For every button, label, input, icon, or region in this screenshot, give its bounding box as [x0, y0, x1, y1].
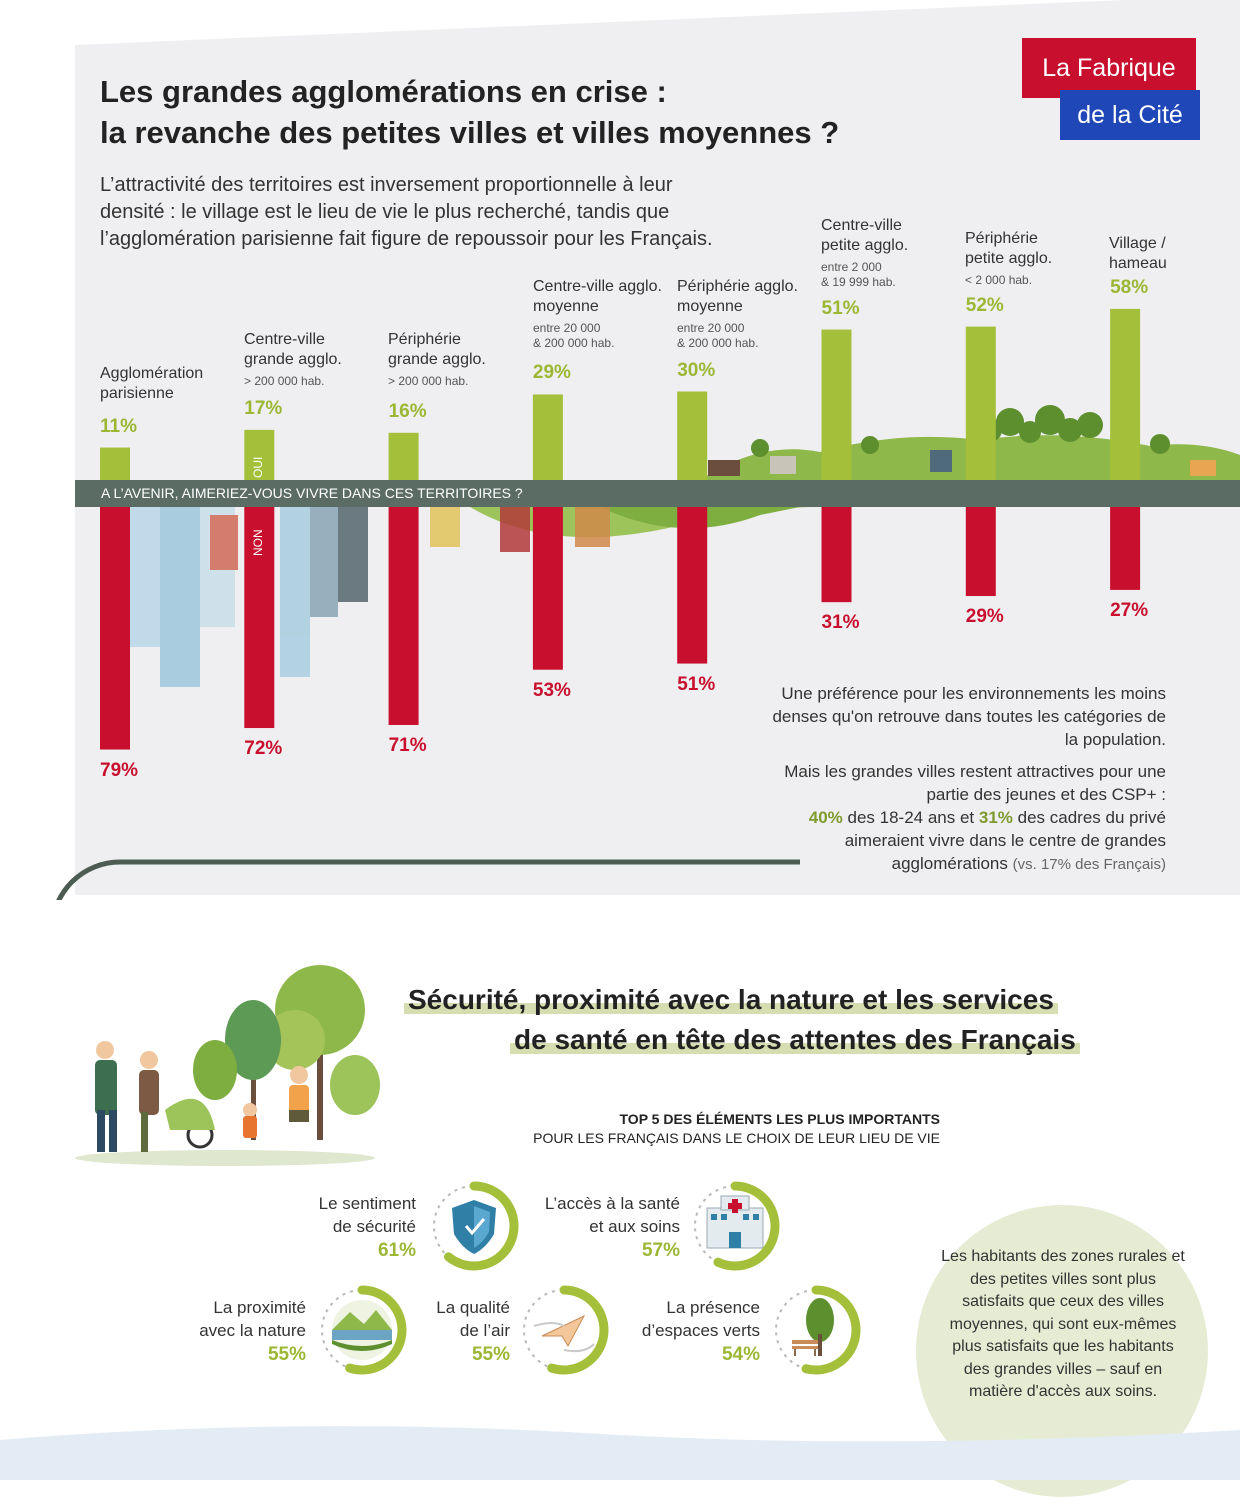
logo-line2: de la Cité [1060, 90, 1200, 140]
bar-non [100, 507, 130, 750]
bar-oui [677, 392, 707, 481]
value-label-non: 72% [244, 738, 283, 760]
title-line-2: la revanche des petites villes et villes moyennes ? [96, 115, 843, 151]
value-label-non: 53% [532, 679, 571, 701]
bar-non [389, 507, 419, 725]
logo-line1: La Fabrique [1022, 38, 1196, 98]
value-label-oui: 11% [100, 415, 137, 437]
value-label-oui: 16% [388, 400, 427, 422]
connector-line [52, 862, 800, 900]
bar-oui [966, 327, 996, 480]
paper-plane-wind-icon [534, 1316, 594, 1351]
item-percent: 55% [471, 1344, 510, 1365]
oui-label: OUI [251, 456, 265, 478]
hospital-icon [707, 1196, 763, 1248]
side-note-1: Une préférence pour les environnements les moins denses qu'on retrouve dans toutes les catégories de la population. [772, 684, 1166, 749]
value-label-non: 79% [100, 759, 139, 781]
question-band: A L’AVENIR, AIMERIEZ-VOUS VIVRE DANS CES TERRITOIRES ? [75, 480, 1240, 507]
item-percent: 54% [721, 1344, 760, 1365]
bar-oui [100, 448, 130, 480]
category-label: Centre-ville petite agglo. entre 2 000 & 19 999 hab. [821, 217, 909, 289]
item-percent: 61% [377, 1240, 416, 1261]
item-label: L’accès à la santé et aux soins [544, 1194, 680, 1236]
category-label: Périphérie grande agglo. > 200 000 hab. [388, 331, 486, 388]
top5-rings [0, 1150, 920, 1410]
item-percent: 55% [267, 1344, 306, 1365]
value-label-oui: 52% [965, 294, 1004, 316]
bar-oui [1110, 309, 1140, 480]
landscape-icon [332, 1300, 392, 1360]
value-label-non: 29% [965, 606, 1004, 628]
value-label-oui: 51% [821, 297, 860, 319]
section2-title-line-2: de santé en tête des attentes des Français [510, 1024, 1080, 1056]
item-label: Le sentiment de sécurité [318, 1194, 416, 1236]
park-bench-tree-icon [792, 1298, 834, 1356]
bar-oui [533, 394, 563, 480]
category-label: Agglomération parisienne [100, 365, 204, 402]
bottom-wave [0, 1410, 1240, 1480]
bar-non [1110, 507, 1140, 590]
category-label: Village / hameau [1109, 235, 1167, 272]
value-label-non: 51% [677, 673, 716, 695]
value-label-non: 27% [1110, 599, 1149, 621]
side-note-2: Mais les grandes villes restent attractives pour une partie des jeunes et des CSP+ : 40% des 18-24 ans et 31% des cadres du privé aimeraient vivre dans le centre de grandes agglomérations (vs. 17% des Français) [784, 762, 1166, 873]
bar-oui [822, 330, 852, 480]
bar-non [533, 507, 563, 670]
section2-title-line-1: Sécurité, proximité avec la nature et les services [404, 984, 1058, 1016]
value-label-oui: 58% [1110, 276, 1149, 298]
bar-non [677, 507, 707, 664]
title-line-1: Les grandes agglomérations en crise : [96, 74, 671, 110]
item-label: La qualité de l’air [436, 1298, 510, 1340]
value-label-oui: 30% [677, 359, 716, 381]
category-label: Centre-ville agglo. moyenne entre 20 000 & 200 000 hab. [533, 278, 662, 350]
insight-bubble-text: Les habitants des zones rurales et des petites villes sont plus satisfaits que ceux des villes moyennes, qui sont eux-mêmes plus satisfaits que les habitants des grandes villes – sauf en matière d'accès aux soins. [941, 1248, 1185, 1400]
bar-oui [389, 433, 419, 480]
category-label: Périphérie petite agglo. < 2 000 hab. [965, 230, 1053, 287]
bar-non [966, 507, 996, 596]
item-label: La présence d’espaces verts [641, 1298, 760, 1340]
non-label: NON [251, 529, 265, 556]
value-label-non: 71% [388, 734, 427, 756]
shield-check-icon [452, 1200, 496, 1254]
family-park-illustration [55, 960, 395, 1170]
value-label-non: 31% [821, 612, 860, 634]
top5-heading: TOP 5 DES ÉLÉMENTS LES PLUS IMPORTANTS POUR LES FRANÇAIS DANS LE CHOIX DE LEUR LIEU DE VIE [533, 1111, 940, 1146]
category-label: Centre-ville grande agglo. > 200 000 hab. [244, 331, 342, 388]
intro-text: L’attractivité des territoires est inversement proportionnelle à leur densité : le village est le lieu de vie le plus recherché, tandis que l’agglomération parisienne fait figure de repoussoir pour les Français. [100, 174, 713, 250]
value-label-oui: 17% [244, 397, 283, 419]
category-label: Périphérie agglo. moyenne entre 20 000 & 200 000 hab. [677, 278, 798, 350]
item-percent: 57% [641, 1240, 680, 1261]
item-label: La proximité avec la nature [199, 1298, 306, 1340]
bar-non [822, 507, 852, 602]
value-label-oui: 29% [532, 362, 571, 384]
